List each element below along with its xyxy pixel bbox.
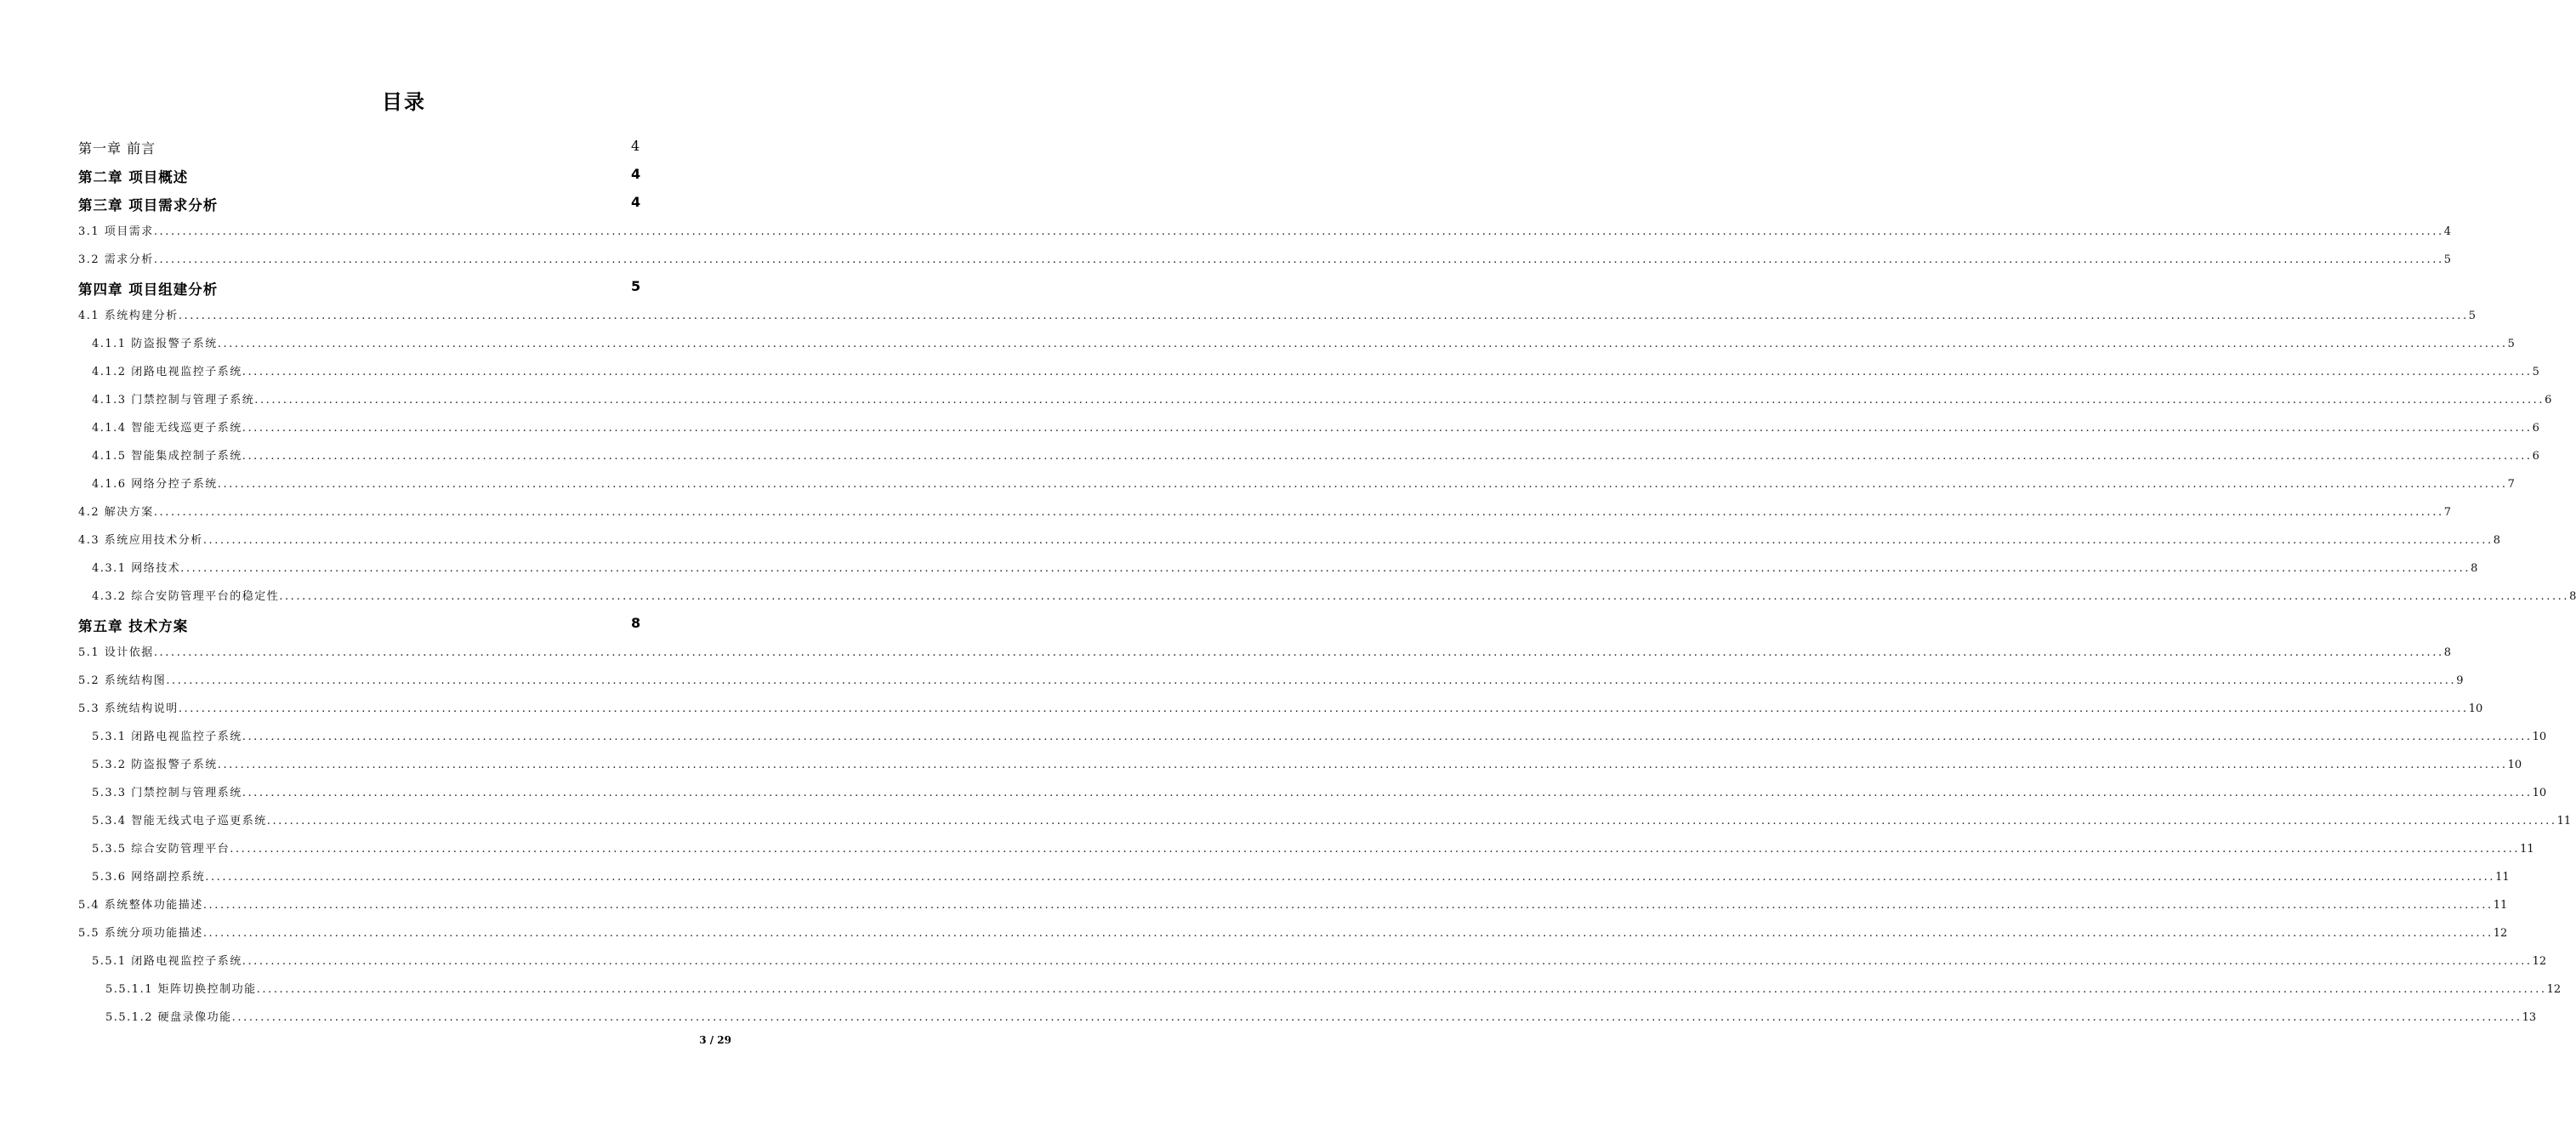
- toc-label: 4.1 系统构建分析: [78, 310, 179, 322]
- page-number-footer: 3 / 29: [699, 1034, 731, 1046]
- dot-leader: ................................................................................................................................................................................................................................................................................................................................................................................................................: [242, 731, 2533, 743]
- toc-page-number: 5: [2468, 310, 2476, 322]
- toc-page-number: 5: [2532, 366, 2539, 378]
- toc-page-number: 8: [2493, 534, 2501, 547]
- toc-page-number: 8: [2443, 646, 2452, 659]
- toc-label: 5.5 系统分项功能描述: [78, 927, 203, 940]
- toc-label: 4.3.1 网络技术: [92, 562, 181, 575]
- toc-label: 4.1.2 闭路电视监控子系统: [92, 366, 242, 378]
- toc-page-number: 7: [2507, 478, 2515, 491]
- toc-page-number: 5: [2507, 338, 2515, 350]
- dot-leader: ................................................................................................................................................................................................................................................................................................................................................................................................................: [180, 562, 2471, 575]
- toc-entry-row[interactable]: [92, 390, 2552, 407]
- dot-leader: ................................................................................................................................................................................................................................................................................................................................................................................................................: [166, 674, 2457, 687]
- dot-leader: ................................................................................................................................................................................................................................................................................................................................................................................................................: [153, 646, 2444, 659]
- dot-leader: ................................................................................................................................................................................................................................................................................................................................................................................................................: [242, 422, 2533, 435]
- toc-label: 4.2 解决方案: [78, 506, 154, 519]
- toc-label: 第三章 项目需求分析: [78, 197, 219, 213]
- toc-page-number: 4: [631, 194, 641, 210]
- toc-entry-row[interactable]: [92, 867, 2510, 884]
- toc-entry-row[interactable]: [105, 980, 2562, 996]
- toc-label: 5.3.1 闭路电视监控子系统: [92, 731, 242, 743]
- toc-entry-row[interactable]: [92, 418, 2539, 435]
- toc-page-number: 11: [2493, 899, 2508, 912]
- dot-leader: ................................................................................................................................................................................................................................................................................................................................................................................................................: [153, 506, 2444, 519]
- dot-leader: ................................................................................................................................................................................................................................................................................................................................................................................................................: [217, 338, 2508, 350]
- toc-entry-row[interactable]: [78, 896, 2508, 912]
- toc-label: 4.3 系统应用技术分析: [78, 534, 203, 547]
- toc-page-number: 10: [2532, 787, 2547, 799]
- toc-entry-row[interactable]: [92, 587, 2576, 603]
- toc-page-number: 11: [2520, 843, 2534, 856]
- dot-leader: ................................................................................................................................................................................................................................................................................................................................................................................................................: [153, 253, 2444, 266]
- toc-entry-row[interactable]: [78, 250, 2452, 266]
- toc-entry-row[interactable]: [78, 924, 2508, 940]
- toc-entry-row[interactable]: [92, 334, 2515, 350]
- toc-label: 3.2 需求分析: [78, 253, 154, 266]
- toc-entry-row[interactable]: [92, 783, 2547, 799]
- toc-page-number: 13: [2522, 1011, 2537, 1024]
- toc-label: 第五章 技术方案: [78, 618, 189, 634]
- dot-leader: ................................................................................................................................................................................................................................................................................................................................................................................................................: [178, 702, 2469, 715]
- dot-leader: ................................................................................................................................................................................................................................................................................................................................................................................................................: [230, 843, 2521, 856]
- toc-page-number: 8: [2471, 562, 2478, 575]
- toc-title: 目录: [382, 90, 426, 114]
- dot-leader: ................................................................................................................................................................................................................................................................................................................................................................................................................: [242, 955, 2533, 968]
- toc-label: 5.1 设计依据: [78, 646, 154, 659]
- toc-entry-row[interactable]: [92, 727, 2547, 743]
- toc-entry-row[interactable]: [78, 699, 2483, 715]
- toc-page-number: 8: [2569, 590, 2576, 603]
- toc-entry-row[interactable]: [78, 306, 2476, 322]
- dot-leader: ................................................................................................................................................................................................................................................................................................................................................................................................................: [254, 394, 2545, 407]
- toc-entry-row[interactable]: [92, 475, 2515, 491]
- toc-page-number: 4: [631, 166, 641, 182]
- toc-entry-row[interactable]: [78, 531, 2501, 547]
- toc-label: 4.1.3 门禁控制与管理子系统: [92, 394, 255, 407]
- toc-entry-row[interactable]: [92, 811, 2572, 827]
- toc-label: 5.5.1 闭路电视监控子系统: [92, 955, 242, 968]
- toc-page-number: 12: [2493, 927, 2508, 940]
- toc-page-number: 11: [2556, 815, 2572, 827]
- toc-entry-row[interactable]: [92, 839, 2534, 856]
- dot-leader: ................................................................................................................................................................................................................................................................................................................................................................................................................: [256, 983, 2547, 996]
- toc-label: 5.3.2 防盗报警子系统: [92, 759, 218, 771]
- toc-entry-row[interactable]: [78, 643, 2452, 659]
- toc-page-number: 4: [2443, 225, 2452, 238]
- toc-label: 4.1.1 防盗报警子系统: [92, 338, 218, 350]
- toc-label: 5.3.5 综合安防管理平台: [92, 843, 230, 856]
- toc-page-number: 8: [631, 615, 641, 631]
- dot-leader: ................................................................................................................................................................................................................................................................................................................................................................................................................: [217, 759, 2508, 771]
- toc-entry-row[interactable]: [78, 222, 2452, 238]
- toc-label: 5.2 系统结构图: [78, 674, 167, 687]
- dot-leader: ................................................................................................................................................................................................................................................................................................................................................................................................................: [205, 871, 2496, 884]
- toc-entry-row[interactable]: [78, 503, 2452, 519]
- toc-label: 5.5.1.2 硬盘录像功能: [105, 1011, 232, 1024]
- dot-leader: ................................................................................................................................................................................................................................................................................................................................................................................................................: [217, 478, 2508, 491]
- toc-page-number: 10: [2507, 759, 2522, 771]
- toc-label: 4.1.4 智能无线巡更子系统: [92, 422, 242, 435]
- dot-leader: ................................................................................................................................................................................................................................................................................................................................................................................................................: [242, 366, 2533, 378]
- toc-label: 5.5.1.1 矩阵切换控制功能: [105, 983, 257, 996]
- toc-label: 第二章 项目概述: [78, 169, 189, 185]
- dot-leader: ................................................................................................................................................................................................................................................................................................................................................................................................................: [242, 450, 2533, 463]
- dot-leader: ................................................................................................................................................................................................................................................................................................................................................................................................................: [202, 899, 2494, 912]
- toc-page-number: 10: [2468, 702, 2483, 715]
- toc-page-number: 7: [2443, 506, 2452, 519]
- toc-label: 3.1 项目需求: [78, 225, 154, 238]
- dot-leader: ................................................................................................................................................................................................................................................................................................................................................................................................................: [202, 927, 2494, 940]
- toc-page-number: 6: [2545, 394, 2552, 407]
- toc-entry-row[interactable]: [92, 755, 2522, 771]
- dot-leader: ................................................................................................................................................................................................................................................................................................................................................................................................................: [153, 225, 2444, 238]
- toc-entry-row[interactable]: [92, 559, 2478, 575]
- toc-page-number: 11: [2495, 871, 2510, 884]
- toc-page-number: 10: [2532, 731, 2547, 743]
- toc-page-number: 4: [631, 138, 640, 154]
- toc-label: 第四章 项目组建分析: [78, 281, 219, 298]
- toc-label: 第一章 前言: [78, 140, 156, 156]
- toc-entry-row[interactable]: [105, 1008, 2537, 1024]
- dot-leader: ................................................................................................................................................................................................................................................................................................................................................................................................................: [266, 815, 2557, 827]
- dot-leader: ................................................................................................................................................................................................................................................................................................................................................................................................................: [202, 534, 2494, 547]
- toc-entry-row[interactable]: [92, 952, 2547, 968]
- toc-page-number: 6: [2532, 450, 2539, 463]
- dot-leader: ................................................................................................................................................................................................................................................................................................................................................................................................................: [231, 1011, 2522, 1024]
- toc-page-number: 9: [2456, 674, 2464, 687]
- toc-page-number: 12: [2532, 955, 2547, 968]
- dot-leader: ................................................................................................................................................................................................................................................................................................................................................................................................................: [242, 787, 2533, 799]
- toc-label: 5.3 系统结构说明: [78, 702, 179, 715]
- dot-leader: ................................................................................................................................................................................................................................................................................................................................................................................................................: [178, 310, 2469, 322]
- toc-page-number: 6: [2532, 422, 2539, 435]
- toc-label: 4.1.5 智能集成控制子系统: [92, 450, 242, 463]
- toc-entry-row[interactable]: [92, 362, 2539, 378]
- toc-page-number: 12: [2546, 983, 2562, 996]
- toc-label: 5.3.4 智能无线式电子巡更系统: [92, 815, 267, 827]
- toc-label: 5.3.6 网络副控系统: [92, 871, 206, 884]
- toc-page-number: 5: [2443, 253, 2452, 266]
- toc-page-number: 5: [631, 278, 641, 294]
- toc-entry-row[interactable]: [92, 446, 2539, 463]
- toc-entry-row[interactable]: [78, 671, 2464, 687]
- toc-label: 5.3.3 门禁控制与管理系统: [92, 787, 242, 799]
- toc-label: 4.3.2 综合安防管理平台的稳定性: [92, 590, 280, 603]
- toc-label: 4.1.6 网络分控子系统: [92, 478, 218, 491]
- dot-leader: ................................................................................................................................................................................................................................................................................................................................................................................................................: [279, 590, 2570, 603]
- toc-label: 5.4 系统整体功能描述: [78, 899, 203, 912]
